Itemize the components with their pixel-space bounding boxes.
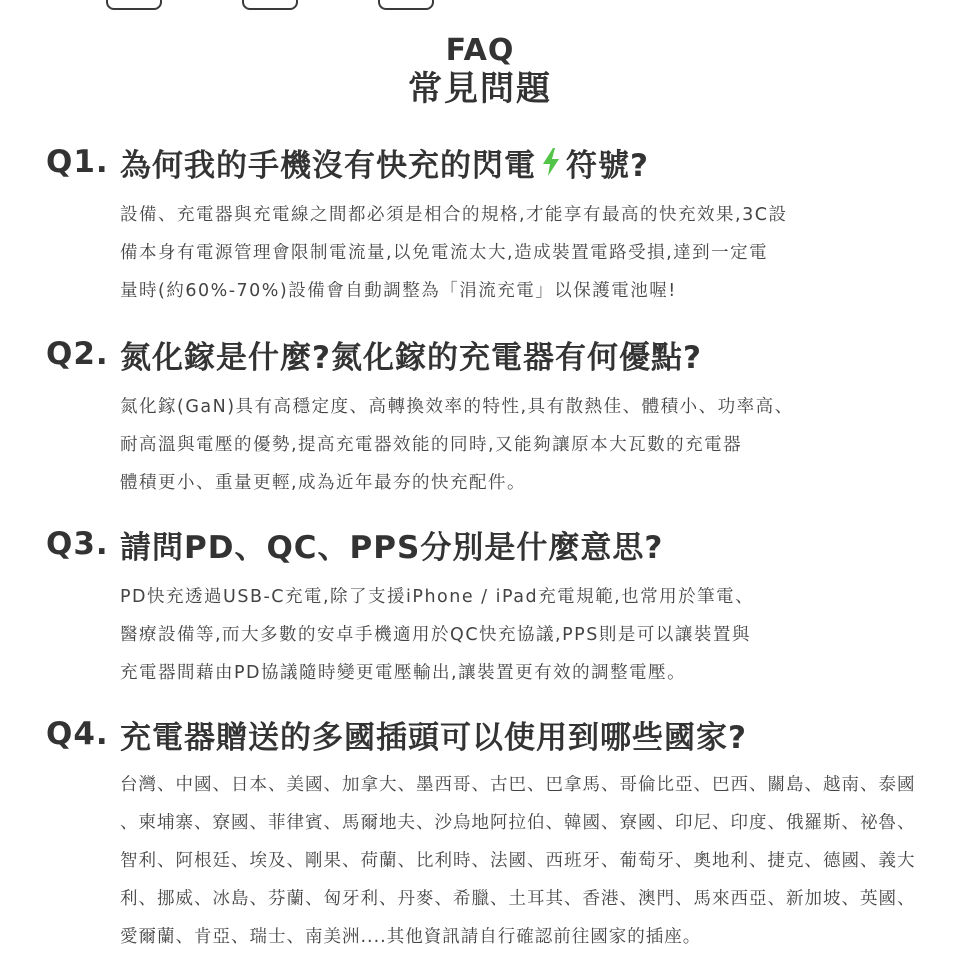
answer-line: 醫療設備等,而大多數的安卓手機適用於QC快充協議,PPS則是可以讓裝置與 — [120, 625, 751, 645]
question-3 — [46, 522, 926, 566]
question-number: Q2. — [46, 336, 109, 372]
question-text-after: 符號? — [566, 147, 649, 184]
tab-shape-3 — [378, 0, 434, 10]
tab-shape-2 — [242, 0, 298, 10]
lightning-bolt-icon — [540, 147, 562, 177]
question-number: Q3. — [46, 526, 109, 562]
answer-line: 氮化鎵(GaN)具有高穩定度、高轉換效率的特性,具有散熱佳、體積小、功率高、 — [120, 397, 794, 417]
answer-line: 、柬埔寨、寮國、菲律賓、馬爾地夫、沙烏地阿拉伯、韓國、寮國、印尼、印度、俄羅斯、祕魯、 — [120, 813, 916, 833]
answer-2 — [120, 388, 920, 502]
answer-line: PD快充透過USB-C充電,除了支援iPhone / iPad充電規範,也常用於筆電、 — [120, 587, 755, 607]
answer-line: 充電器間藉由PD協議隨時變更電壓輸出,讓裝置更有效的調整電壓。 — [120, 663, 687, 683]
question-text: 充電器贈送的多國插頭可以使用到哪些國家? — [120, 719, 747, 756]
answer-4 — [120, 766, 920, 956]
answer-line: 台灣、中國、日本、美國、加拿大、墨西哥、古巴、巴拿馬、哥倫比亞、巴西、關島、越南、泰國 — [120, 775, 916, 795]
question-2 — [46, 332, 926, 376]
faq-title-en: FAQ — [445, 33, 515, 68]
answer-1 — [120, 196, 920, 310]
question-text-before: 為何我的手機沒有快充的閃電 — [120, 147, 536, 184]
faq-item-3 — [46, 522, 926, 692]
faq-item-2 — [46, 332, 926, 502]
faq-item-4 — [46, 712, 926, 956]
faq-item-1 — [46, 140, 926, 310]
question-text: 請問PD、QC、PPS分別是什麼意思? — [120, 529, 664, 566]
faq-title-zh: 常見問題 — [408, 69, 552, 109]
answer-line: 利、挪威、冰島、芬蘭、匈牙利、丹麥、希臘、土耳其、香港、澳門、馬來西亞、新加坡、英國、 — [120, 889, 916, 909]
faq-header — [0, 34, 960, 110]
question-4 — [46, 712, 926, 756]
question-number: Q1. — [46, 144, 109, 180]
answer-line: 耐高溫與電壓的優勢,提高充電器效能的同時,又能夠讓原本大瓦數的充電器 — [120, 435, 743, 455]
answer-line: 愛爾蘭、肯亞、瑞士、南美洲....其他資訊請自行確認前往國家的插座。 — [120, 927, 702, 947]
question-1 — [46, 140, 926, 184]
answer-line: 智利、阿根廷、埃及、剛果、荷蘭、比利時、法國、西班牙、葡萄牙、奧地利、捷克、德國、義大 — [120, 851, 916, 871]
tab-shape-1 — [106, 0, 162, 10]
question-number: Q4. — [46, 716, 109, 752]
question-text: 氮化鎵是什麼?氮化鎵的充電器有何優點? — [120, 339, 702, 376]
answer-line: 量時(約60%-70%)設備會自動調整為「涓流充電」以保護電池喔! — [120, 281, 677, 301]
answer-3 — [120, 578, 920, 692]
answer-line: 備本身有電源管理會限制電流量,以免電流太大,造成裝置電路受損,達到一定電 — [120, 243, 769, 263]
answer-line: 體積更小、重量更輕,成為近年最夯的快充配件。 — [120, 473, 527, 493]
answer-line: 設備、充電器與充電線之間都必須是相合的規格,才能享有最高的快充效果,3C設 — [120, 205, 788, 225]
